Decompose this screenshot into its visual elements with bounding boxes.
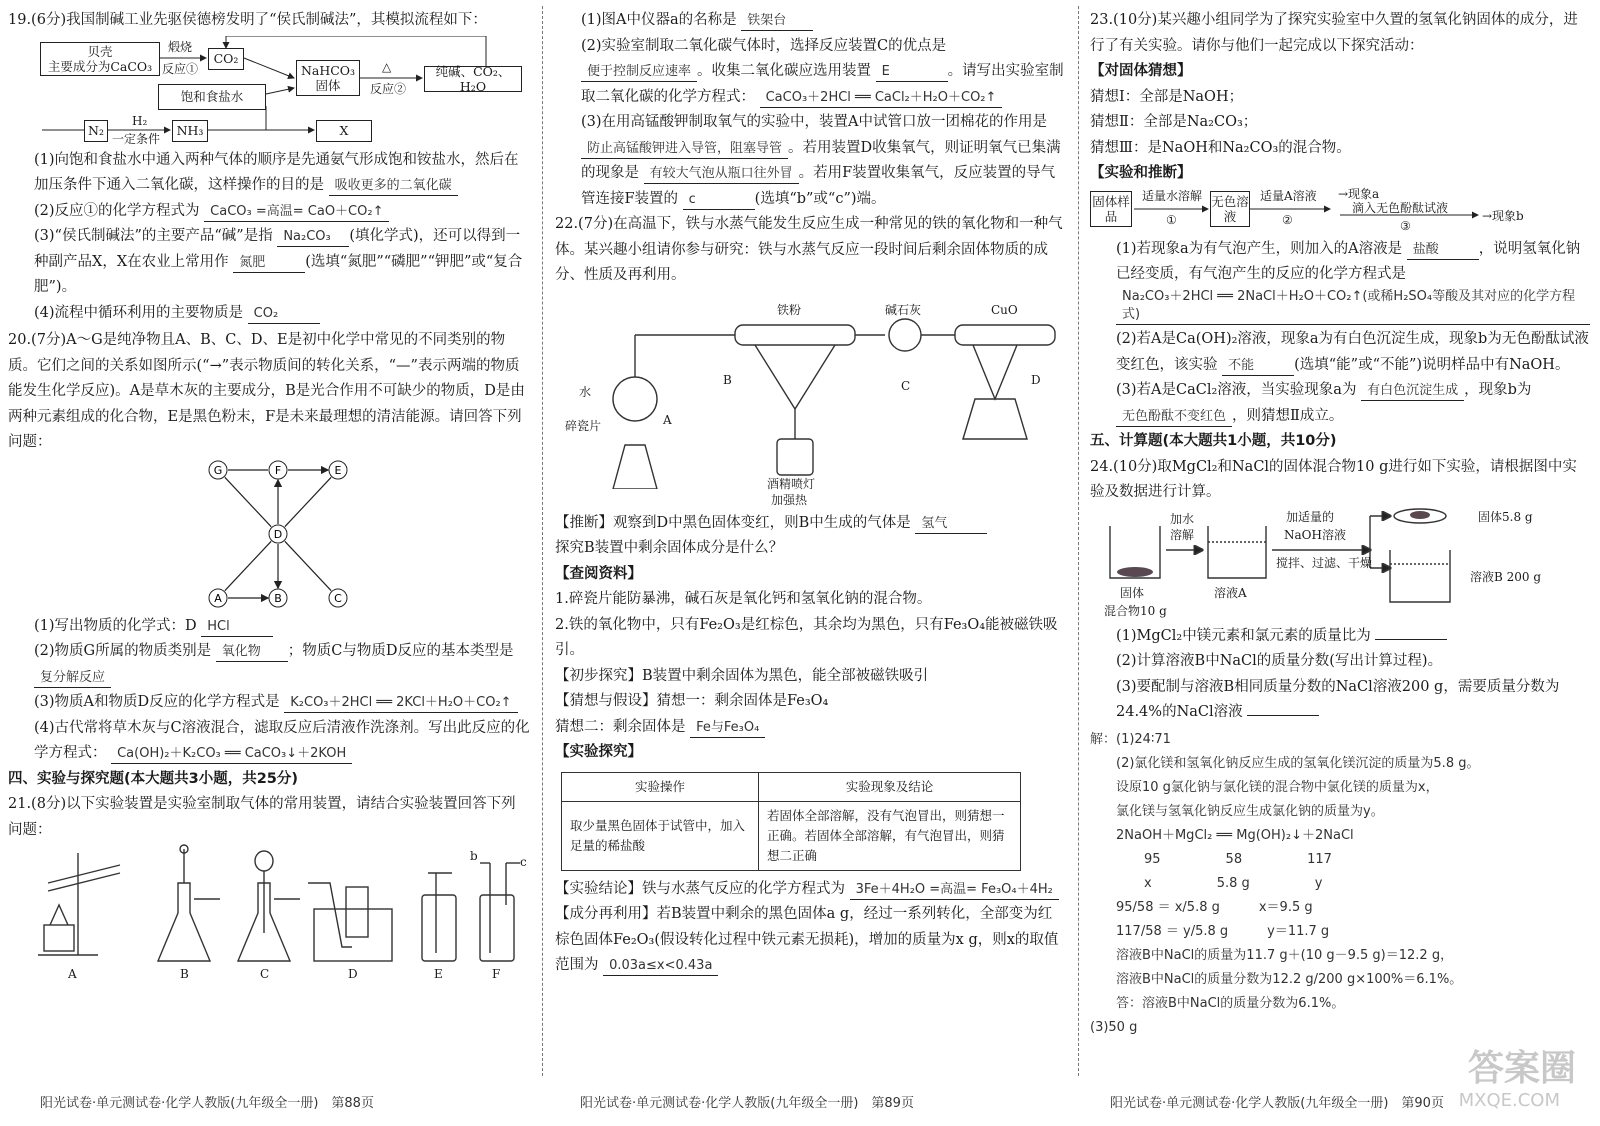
dissolve-label: 溶解 [1170,527,1195,542]
q19-part1 [8,148,530,199]
solution-line: x 5.8 g y [1144,875,1323,891]
q21-part3 [555,110,1065,212]
q20-part1-text: (1)写出物质的化学式：D [34,617,197,634]
q23-guess3: 猜想Ⅲ：是NaOH和Na₂CO₃的混合物。 [1090,139,1351,156]
q21-part3-text-c: 。若用F装置收集氧气，反应装置的导气管连接F装置的 [581,165,1056,207]
naoh-label-1: 加适量的 [1286,509,1335,524]
q23-guess1: 猜想Ⅰ：全部是NaOH； [1090,88,1244,105]
table-cell-result: 若固体全部溶解，没有气泡冒出，则猜想一正确。若固体全部溶解，有气泡冒出，则猜想二正确 [759,801,1021,870]
q20-part2-text-a: (2)物质G所属的物质类别是 [34,643,212,659]
footer-page-88: 阳光试卷·单元测试卷·化学人教版(九年级全一册) 第88页 [40,1096,374,1111]
port-b-label: b [470,849,478,863]
q19-part2 [8,199,530,225]
solution-line: 95/58 ＝ x/5.8 g x＝9.5 g [1116,899,1313,915]
q19-stem: 19.(6分)我国制碱工业先驱侯德榜发明了“侯氏制碱法”，其模拟流程如下： [8,12,487,28]
apparatus-label-f: F [492,967,501,981]
chips-label: 碎瓷片 [565,418,602,433]
q23-part3-text-a: (3)若A是CaCl₂溶液，当实验现象a为 [1116,382,1357,398]
n2-box: N₂ [84,120,108,142]
q21-answer2a: 便于控制反应速率 [581,63,697,82]
q23-part3 [1090,378,1590,429]
q24-stem: 24.(10分)取MgCl₂和NaCl的固体混合物10 g进行如下实验，请根据图中实验及数据进行计算。 [1090,458,1577,500]
q19-answer1: 吸收更多的二氧化碳 [329,177,458,196]
node-label-A: A [214,591,222,605]
q23-answer3b: 无色酚酞不变红色 [1116,408,1232,427]
column-divider-2 [1078,6,1079,1076]
h2-label: H₂ [132,113,148,128]
q20-part1 [8,614,530,640]
watermark-url: MXQE.COM [1458,1090,1560,1111]
q19-answer3b: 氮肥 [233,254,305,273]
heat-label: △ [382,59,392,74]
solution-line: 设原10 g氯化钠与氯化镁的混合物中氯化镁的质量为x， [1116,779,1439,795]
node-label-C: C [334,591,342,605]
q19-flowchart [8,36,530,144]
q24-answer1-blank [1375,639,1447,640]
relation-edge-D-A [225,541,271,590]
q20-answer2b: 复分解反应 [34,669,111,688]
q22-ref1: 1.碎瓷片能防暴沸，碱石灰是氧化钙和氢氧化钠的混合物。 [555,591,932,607]
q23-part1-text-a: (1)若现象a为有气泡产生，则加入的A溶液是 [1116,240,1403,257]
q19-part1-text: (1)向饱和食盐水中通入两种气体的顺序是先通氨气形成饱和铵盐水，然后在加压条件下通入二氧化碳，这样操作的目的是 [34,151,519,193]
q22-infer-text: 【推断】观察到D中黑色固体变红，则B中生成的气体是 [555,514,911,531]
port-c-label: c [520,855,527,869]
q20-relation-diagram [8,460,530,610]
q24-part3 [1090,675,1590,726]
lamp2-label: 加强热 [771,492,808,507]
q23-part3-text-c: ，则猜想Ⅱ成立。 [1232,407,1344,424]
apparatus-label-c: C [260,967,270,981]
q23-step2-label: ② [1282,212,1293,227]
q21-answer1: 铁架台 [741,12,813,31]
solution-line: 溶液B中NaCl的质量为11.7 g＋(10 g－9.5 g)＝12.2 g， [1116,947,1454,963]
q23-part2 [1090,327,1590,378]
q22-conclusion-answer: 3Fe＋4H₂O =高温= Fe₃O₄＋4H₂ [850,881,1059,900]
q22-reuse-text: 【成分再利用】若B装置中剩余的黑色固体a g，经过一系列转化，全部变为红棕色固体Fe₂O₃(假设转化过程中铁元素无损耗)，增加的质量为x g，则x的取值范围为 [555,906,1059,973]
footer-page-89: 阳光试卷·单元测试卷·化学人教版(九年级全一册) 第89页 [580,1096,914,1111]
q22-conclusion [555,877,1065,903]
apparatus-drawing [8,843,530,983]
solution-b-label: 溶液B 200 g [1470,569,1542,584]
ops-label: 搅拌、过滤、干燥 [1276,555,1373,570]
footer-page-90: 阳光试卷·单元测试卷·化学人教版(九年级全一册) 第90页 [1110,1096,1444,1111]
solution-line: 117/58 ＝ y/5.8 g y＝11.7 g [1116,923,1330,939]
q20-answer4: Ca(OH)₂＋K₂CO₃ ══ CaCO₃↓＋2KOH [111,745,352,764]
q24-answer3-blank [1247,715,1319,716]
solid-label: 固体 [315,77,341,93]
q23-part3-text-b: ，现象b为 [1464,382,1532,398]
q21-part1-text: (1)图A中仪器a的名称是 [581,12,737,28]
table-cell-operation: 取少量黑色固体于试管中，加入足量的稀盐酸 [562,801,759,870]
table-header-operation: 实验操作 [562,772,759,801]
solution-a-label: 溶液A [1214,585,1247,600]
calcine-label: 煅烧 [168,39,193,54]
q23-flow [1090,187,1590,237]
q20-part3-text: (3)物质A和物质D反应的化学方程式是 [34,694,280,710]
section-4-heading: 四、实验与探究题(本大题共3小题，共25分) [8,770,299,787]
q21-apparatus-figure [8,843,530,983]
shell-label: 贝壳 [87,43,113,59]
q22-iron-steam-apparatus [555,289,1065,489]
q19-part4-text: (4)流程中循环利用的主要物质是 [34,304,244,321]
soda-lime-label: 碱石灰 [885,302,922,317]
q21-part1 [555,8,1065,34]
q21-answer2c: CaCO₃＋2HCl ══ CaCl₂＋H₂O＋CO₂↑ [760,89,1003,108]
q23-phen-a-label: →现象a [1338,186,1380,201]
q23-sample-box: 固体样品 [1090,191,1132,227]
q22-ref2: 2.铁的氧化物中，只有Fe₂O₃是红棕色，其余均为黑色，只有Fe₃O₄能被磁铁吸引。 [555,616,1058,658]
q22-experiment-table [561,772,1021,871]
q23-guess2: 猜想Ⅱ：全部是Na₂CO₃； [1090,114,1258,130]
apparatus-label-d: D [348,967,358,981]
reaction1-label: 反应① [162,61,199,76]
water-label: 水 [579,384,592,399]
q21-part3-text-b: 。若用装置D收集氧气，则证明氧气已集满的现象是 [581,139,1061,181]
product-box: 纯碱、CO₂、H₂O [424,66,522,92]
node-label-F: F [274,463,282,477]
q20-part4 [8,716,530,767]
q23-part2-text-b: (选填“能”或“不能”)说明样品中有NaOH。 [1294,356,1570,373]
apparatus-d-label: D [1031,372,1041,387]
x-box: X [316,120,372,142]
column-page-88 [8,8,530,1068]
nh3-box: NH₃ [172,120,208,142]
solution-line: 氯化镁与氢氧化钠反应生成氯化钠的质量为y。 [1116,803,1384,819]
q22-reuse-answer: 0.03a≤x<0.43a [603,957,718,976]
relation-edge-E-D [285,477,331,526]
solution-line: (2)氯化镁和氢氧化钠反应生成的氢氧化镁沉淀的质量为5.8 g。 [1116,755,1480,771]
q23-answer2: 不能 [1222,357,1294,376]
q22-stem: 22.(7分)在高温下，铁与水蒸气能发生反应生成一种常见的铁的氧化物和一种气体。某兴趣小组请你参与研究：铁与水蒸气反应一段时间后剩余固体物质的成分、性质及再利用。 [555,216,1063,283]
cuo-label: CuO [991,302,1018,317]
q19-part2-text: (2)反应①的化学方程式为 [34,202,200,219]
naoh-label-2: NaOH溶液 [1284,527,1346,542]
q23-step1-label: ① [1166,212,1177,227]
q22-ref-title: 【查阅资料】 [555,565,642,582]
q21-answer2b: E [876,63,948,82]
node-label-B: B [274,591,282,605]
q24-experiment-figure [1090,506,1590,624]
apparatus-label-a: A [68,967,77,981]
q22-infer-answer: 氢气 [915,515,987,534]
q20-answer2a: 氧化物 [216,643,288,662]
apparatus-a-label: A [663,412,672,427]
reaction2-label: 反应② [370,81,407,96]
q23-answer1a: 盐酸 [1407,241,1479,260]
q19-answer3a: Na₂CO₃ [277,228,349,247]
q20-part2 [8,639,530,690]
q21-part2-text-c: 。请写出实验室制取二氧化碳的化学方程式： [581,63,1064,105]
solid58-label: 固体5.8 g [1478,509,1533,524]
relation-edge-D-C [285,541,331,590]
q21-answer3c: c [683,191,755,210]
q23-part1 [1090,237,1590,328]
q22-question: 探究B装置中剩余固体成分是什么？ [555,540,784,556]
apparatus-label-b: B [180,967,189,981]
solution-line: 答：溶液B中NaCl的质量分数为6.1%。 [1116,995,1345,1011]
iron-powder-label: 铁粉 [777,302,802,317]
q23-part1-text-b: ，说明氢氧化钠已经变质，有气泡产生的反应的化学方程式是 [1116,240,1581,282]
node-label-G: G [213,463,223,477]
q20-part2-text-b: ；物质C与物质D反应的基本类型是 [287,643,514,659]
q21-part2-text-a: (2)实验室制取二氧化碳气体时，选择反应装置C的优点是 [581,37,947,54]
q21-part2-text-b: 。收集二氧化碳应选用装置 [697,63,872,79]
condition-label: 一定条件 [112,131,161,146]
q22-hyp2-answer: Fe与Fe₃O₄ [690,719,765,738]
q19-part4 [8,301,530,327]
q23-step3-label: ③ [1400,218,1411,233]
apparatus-label-e: E [434,967,443,981]
q20-part3 [8,690,530,716]
lamp-label: 酒精喷灯 [767,476,816,491]
q24-part1 [1090,624,1590,650]
q24-solution [1090,728,1590,1040]
q21-stem: 21.(8分)以下实验装置是实验室制取气体的常用装置，请结合实验装置回答下列问题： [8,796,516,838]
q23-answer3a: 有白色沉淀生成 [1361,382,1464,401]
apparatus-b-label: B [723,372,732,387]
nahco3-label: NaHCO₃ [300,62,356,78]
table-row [562,801,1021,870]
q23-part2-text-a: (2)若A是Ca(OH)₂溶液，现象a为有白色沉淀生成，现象b为无色酚酞试液变红色，该实验 [1116,331,1589,373]
q23-phen-b-label: →现象b [1482,208,1524,223]
brine-box: 饱和食盐水 [158,84,266,110]
q19-part3-text-a: (3)“侯氏制碱法”的主要产品“碱”是指 [34,228,273,244]
section-5-heading: 五、计算题(本大题共1小题，共10分) [1090,433,1337,449]
table-header-row [562,772,1021,801]
q21-answer3b: 有较大气泡从瓶口往外冒 [644,165,799,184]
q19-answer2: CaCO₃ =高温= CaO＋CO₂↑ [204,203,389,222]
q24-part2: (2)计算溶液B中NaCl的质量分数(写出计算过程)。 [1116,653,1443,669]
apparatus-c-label: C [901,378,911,393]
q20-answer3: K₂CO₃＋2HCl ══ 2KCl＋H₂O＋CO₂↑ [284,694,517,713]
q20-part4-text: (4)古代常将草木灰与C溶液混合，滤取反应后清液作洗涤剂。写出此反应的化学方程式： [34,719,530,761]
q20-diagram-svg [8,460,530,610]
q21-part2 [555,34,1065,111]
table-header-result: 实验现象及结论 [759,772,1021,801]
solution-line: (3)50 g [1090,1019,1138,1035]
mixture-label: 混合物10 g [1104,603,1167,618]
column-divider-1 [542,6,543,1076]
q21-part3-text-a: (3)在用高锰酸钾制取氧气的实验中，装置A中试管口放一团棉花的作用是 [581,114,1048,130]
solution-line: 解：(1)24∶71 [1090,731,1171,747]
q21-part3-text-d: (选填“b”或“c”)端。 [754,190,886,207]
q23-solution-box: 无色溶液 [1210,191,1250,227]
q23-answer1b: Na₂CO₃＋2HCl ══ 2NaCl＋H₂O＋CO₂↑(或稀H₂SO₄等酸及其对应的化学方程式) [1116,288,1590,325]
q21-answer3a: 防止高锰酸钾进入导管，阻塞导管 [581,140,788,159]
solid-label-q24: 固体 [1120,585,1145,600]
q22-infer [555,511,1065,537]
q19-part3-text-b: (填化学式)，还可以得到一种副产品X，X在农业上常用作 [34,228,521,270]
co2-box: CO₂ [208,48,244,70]
q22-conclusion-text: 【实验结论】铁与水蒸气反应的化学方程式为 [555,880,845,897]
q23-exp-title: 【实验和推断】 [1090,165,1192,181]
solution-line: 95 58 117 [1144,851,1332,867]
q22-reuse [555,902,1065,979]
q19-part3-text-c: (选填“氮肥”“磷肥”“钾肥”或“复合肥”)。 [34,253,523,295]
q19-answer4: CO₂ [248,305,320,324]
solution-line: 溶液B中NaCl的质量分数为12.2 g/200 g×100%＝6.1%。 [1116,971,1463,987]
q22-hyp1: 【猜想与假设】猜想一：剩余固体是Fe₃O₄ [555,693,829,709]
node-label-E: E [334,463,342,477]
q24-part3-text: (3)要配制与溶液B相同质量分数的NaCl溶液200 g，需要质量分数为24.4%的NaCl溶液 [1116,678,1560,720]
q22-prelim: 【初步探究】B装置中剩余固体为黑色，能全部被磁铁吸引 [555,667,929,684]
q20-answer1: HCl [201,618,273,637]
add-water-label: 加水 [1170,511,1195,526]
relation-edge-G-D [225,477,271,526]
q22-explore-title: 【实验探究】 [555,744,642,760]
nahco3-box [296,60,360,96]
solution-line: 2NaOH＋MgCl₂ ══ Mg(OH)₂↓＋2NaCl [1116,827,1354,843]
node-label-D: D [273,527,283,541]
q22-apparatus-drawing [555,289,1065,489]
q19-part3 [8,224,530,301]
q20-stem: 20.(7分)A～G是纯净物且A、B、C、D、E是初中化学中常见的不同类别的物质。它们之间的关系如图所示(“→”表示物质间的转化关系，“—”表示两端的物质能发生化学反应)。A是草木灰的主要成分，B是光合作用不可缺少的物质，D是由两种元素组成的化合物，E是黑色粉末，F是未来最理想的清洁能源。请回答下列问题： [8,332,525,450]
q23-stem: 23.(10分)某兴趣小组同学为了探究实验室中久置的氢氧化钠固体的成分，进行了有关实验。请你与他们一起完成以下探究活动： [1090,12,1578,54]
q24-part1-text: (1)MgCl₂中镁元素和氯元素的质量比为 [1116,627,1371,644]
column-page-89 [555,8,1065,1068]
q23-add-a-label: 适量A溶液 [1260,188,1317,203]
q23-water-label: 适量水溶解 [1142,188,1203,203]
q23-guess-title: 【对固体猜想】 [1090,63,1192,79]
shell-box [40,42,160,76]
watermark-logo: 答案圈 [1467,1048,1576,1089]
q22-hyp2-text: 猜想二：剩余固体是 [555,718,686,735]
q23-phenolphthalein-label: 滴入无色酚酞试液 [1352,200,1449,215]
shell-sub-label: 主要成分为CaCO₃ [47,58,153,74]
q22-hyp2 [555,715,1065,741]
column-page-90 [1090,8,1590,1068]
